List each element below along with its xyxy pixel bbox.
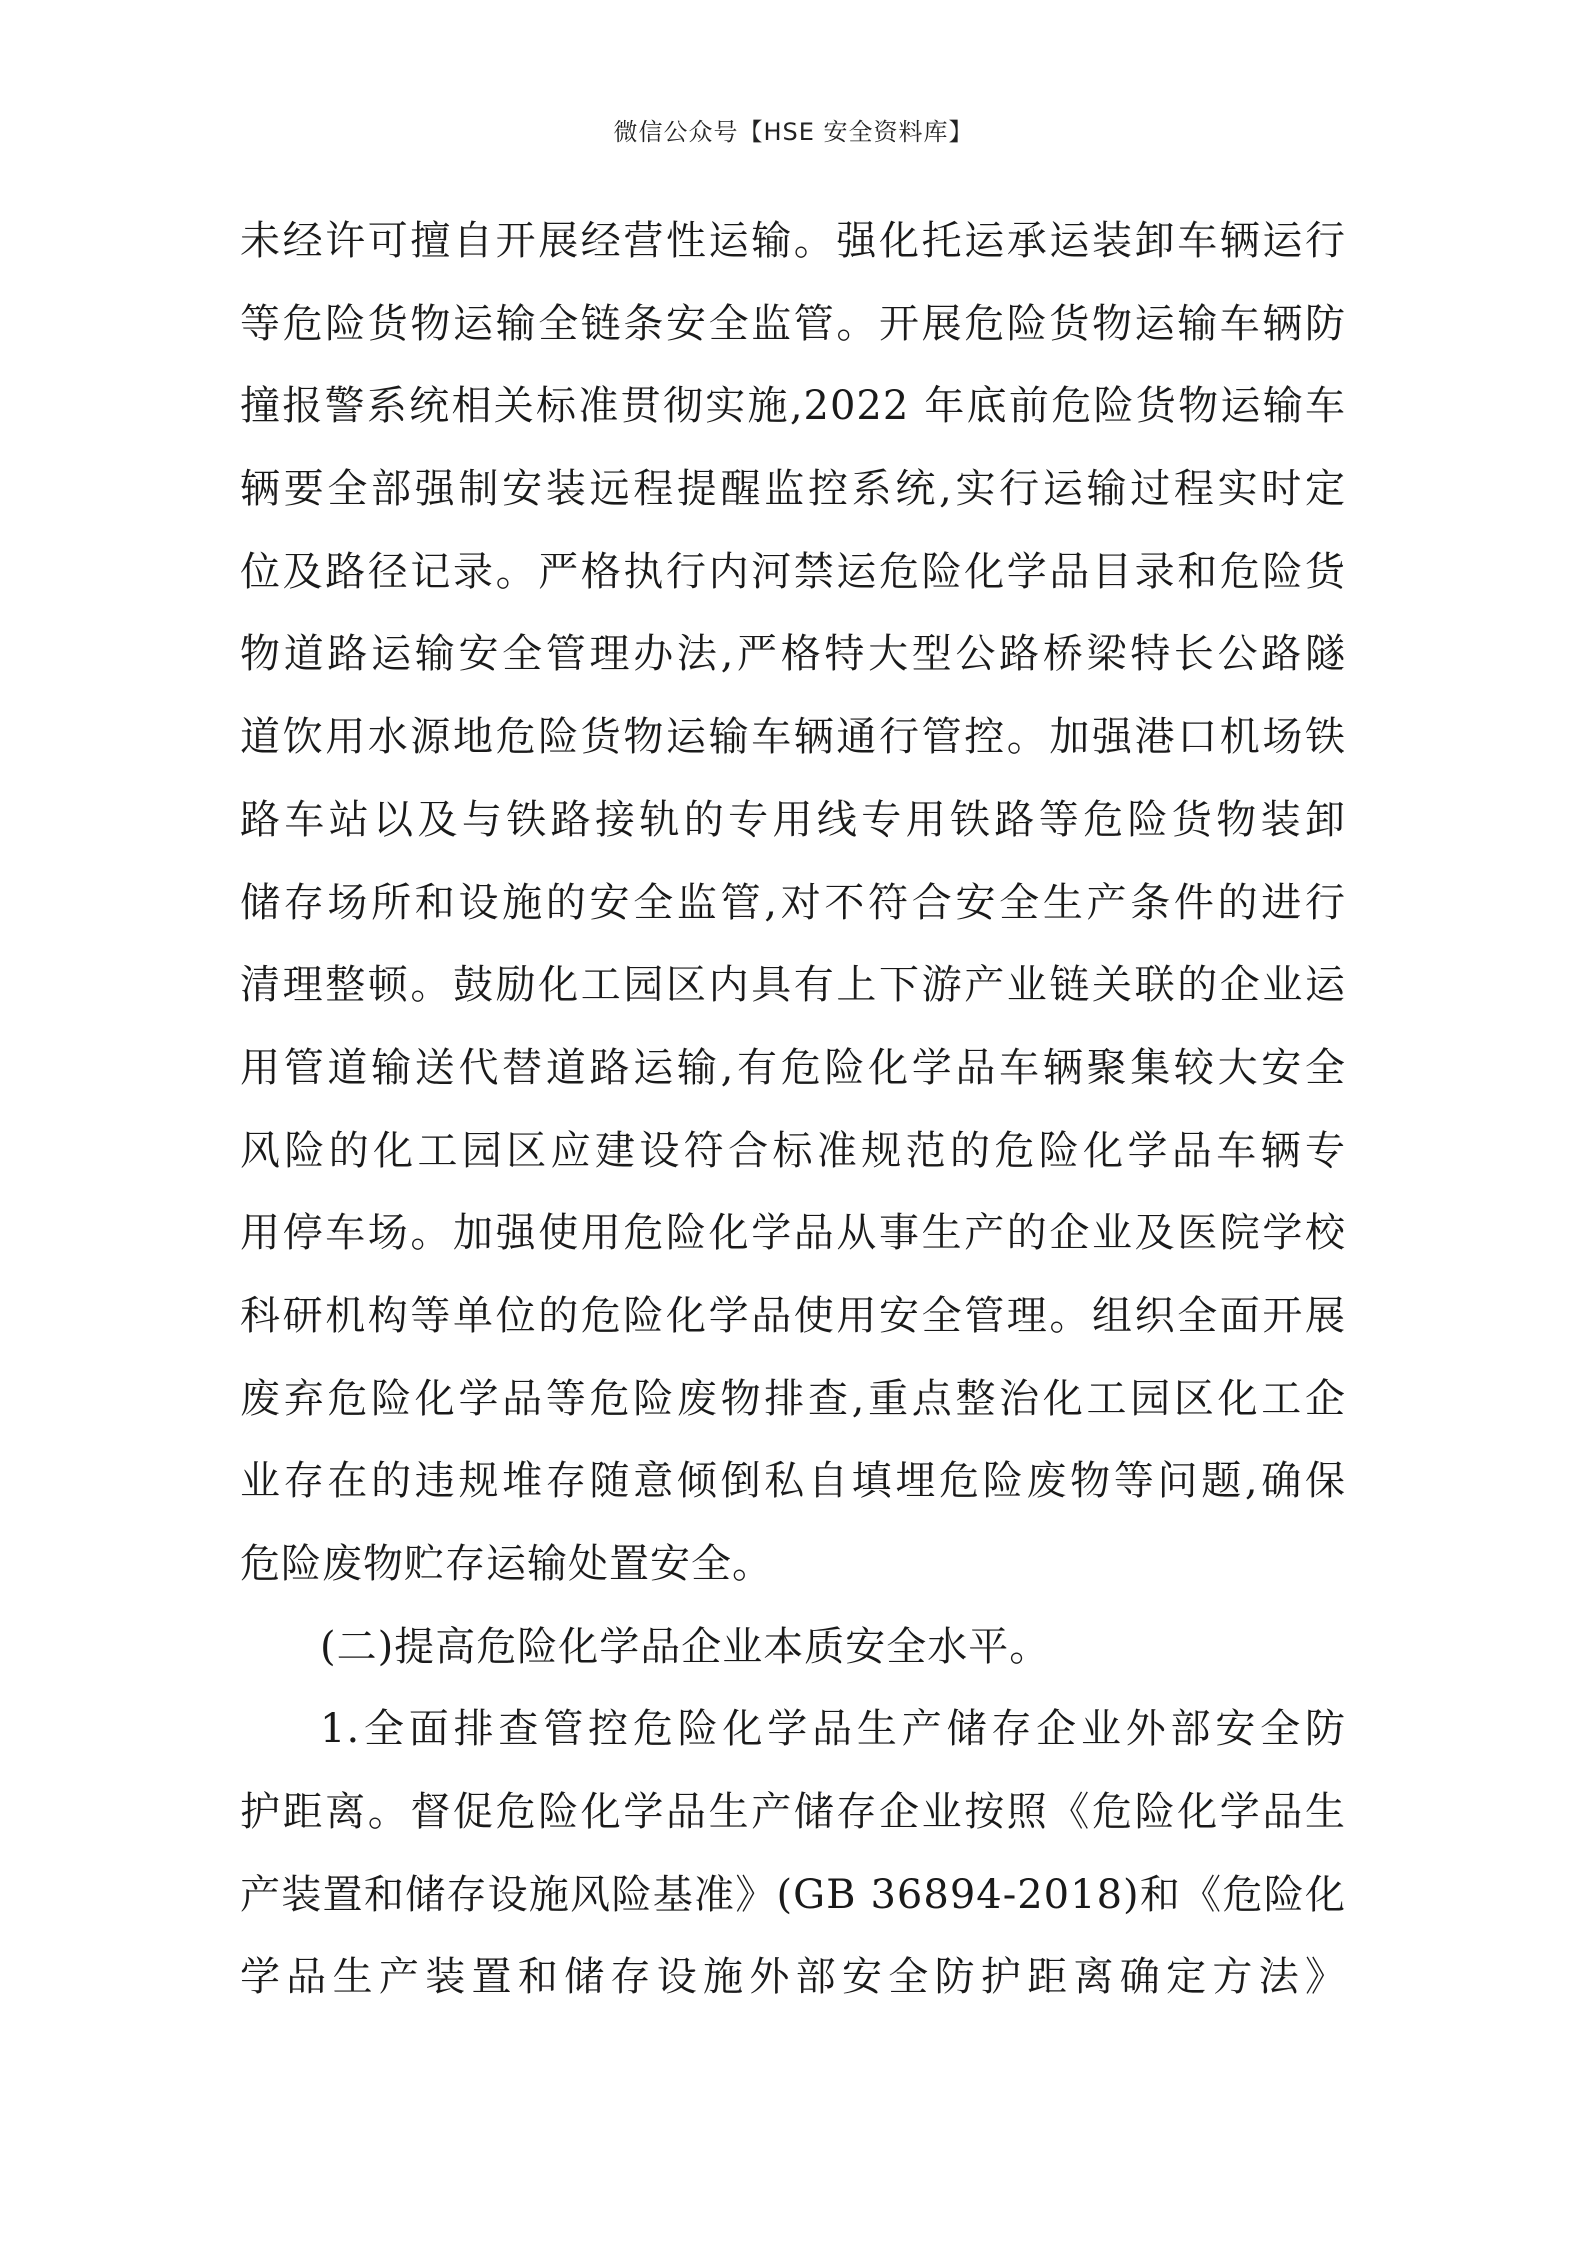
text-line: 等危险货物运输全链条安全监管。开展危险货物运输车辆防: [240, 300, 1346, 347]
text-line: 撞报警系统相关标准贯彻实施,2022 年底前危险货物运输车: [240, 383, 1346, 430]
text-line: 辆要全部强制安装远程提醒监控系统,实行运输过程实时定: [240, 466, 1346, 513]
text-line: 科研机构等单位的危险化学品使用安全管理。组织全面开展: [240, 1292, 1346, 1339]
text-line: 产装置和储存设施风险基准》(GB 36894-2018)和《危险化: [240, 1871, 1346, 1918]
page-header: 微信公众号【HSE 安全资料库】: [613, 118, 974, 146]
text-line: 护距离。督促危险化学品生产储存企业按照《危险化学品生: [240, 1789, 1346, 1836]
text-line: 储存场所和设施的安全监管,对不符合安全生产条件的进行: [240, 879, 1346, 926]
text-line: 业存在的违规堆存随意倾倒私自填埋危险废物等问题,确保: [240, 1458, 1346, 1505]
text-line: 位及路径记录。严格执行内河禁运危险化学品目录和危险货: [240, 548, 1346, 595]
paragraph-end-line: 危险废物贮存运输处置安全。: [240, 1541, 773, 1587]
text-line: 路车站以及与铁路接轨的专用线专用铁路等危险货物装卸: [240, 796, 1346, 843]
text-line: 清理整顿。鼓励化工园区内具有上下游产业链关联的企业运: [240, 962, 1346, 1009]
text-line: 道饮用水源地危险货物运输车辆通行管控。加强港口机场铁: [240, 714, 1346, 761]
text-line: 未经许可擅自开展经营性运输。强化托运承运装卸车辆运行: [240, 218, 1346, 264]
text-line: 用停车场。加强使用危险化学品从事生产的企业及医院学校: [240, 1210, 1346, 1257]
text-line: 学品生产装置和储存设施外部安全防护距离确定方法》: [240, 1954, 1346, 2001]
text-line: 用管道输送代替道路运输,有危险化学品车辆聚集较大安全: [240, 1044, 1346, 1091]
text-line: 废弃危险化学品等危险废物排查,重点整治化工园区化工企: [240, 1375, 1346, 1422]
text-line: 风险的化工园区应建设符合标准规范的危险化学品车辆专: [240, 1127, 1346, 1174]
section-heading: (二)提高危险化学品企业本质安全水平。: [320, 1623, 1051, 1670]
text-line: 物道路运输安全管理办法,严格特大型公路桥梁特长公路隧: [240, 631, 1346, 678]
item-heading-line: 1.全面排查管控危险化学品生产储存企业外部安全防: [320, 1706, 1346, 1753]
document-body: [240, 200, 1346, 2019]
